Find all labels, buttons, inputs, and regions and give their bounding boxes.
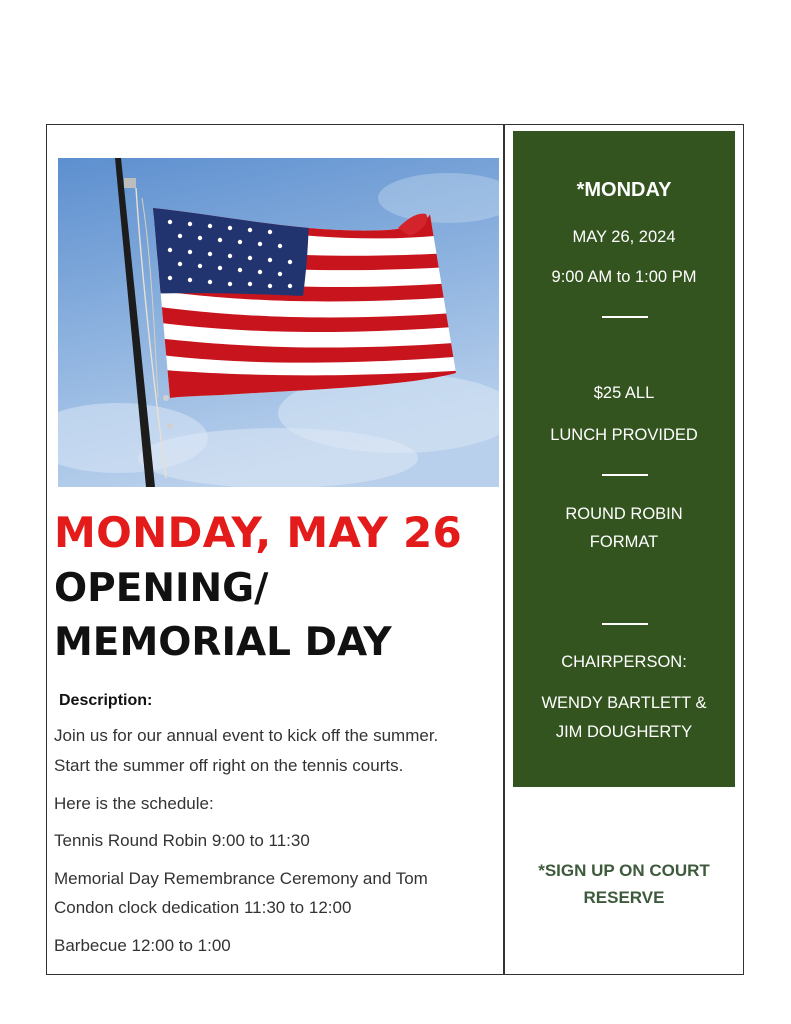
event-time: 9:00 AM to 1:00 PM (551, 268, 697, 286)
event-lunch: LUNCH PROVIDED (550, 426, 698, 444)
chairperson-line-1: WENDY BARTLETT & (541, 694, 707, 712)
signup-line-2: RESERVE (583, 888, 665, 907)
event-price: $25 ALL (593, 384, 655, 402)
chairperson-label: CHAIRPERSON: (561, 653, 687, 671)
headline-memorial-day: MEMORIAL DAY (54, 620, 392, 665)
divider-rule (602, 474, 648, 476)
event-day: *MONDAY (576, 179, 672, 201)
divider-rule (602, 316, 648, 318)
description-label: Description: (59, 692, 153, 709)
event-format-line-2: FORMAT (589, 533, 659, 551)
headline-date: MONDAY, MAY 26 (54, 508, 462, 557)
divider-rule (602, 623, 648, 625)
schedule-item-round-robin: Tennis Round Robin 9:00 to 11:30 (54, 831, 310, 850)
american-flag-photo (58, 158, 499, 487)
event-format-line-1: ROUND ROBIN (565, 505, 683, 523)
description-line-2: Start the summer off right on the tennis courts. (54, 756, 404, 775)
signup-note (513, 857, 735, 911)
description-line-1: Join us for our annual event to kick off the summer. (54, 726, 439, 745)
schedule-item-ceremony-line-1: Memorial Day Remembrance Ceremony and Tom (54, 869, 428, 888)
chairperson-line-2: JIM DOUGHERTY (555, 723, 693, 741)
schedule-item-ceremony-line-2: Condon clock dedication 11:30 to 12:00 (54, 898, 352, 917)
column-divider (503, 124, 505, 975)
signup-line-1: *SIGN UP ON COURT (538, 861, 710, 880)
schedule-item-barbecue: Barbecue 12:00 to 1:00 (54, 936, 231, 955)
headline-opening: OPENING/ (54, 566, 269, 611)
event-date: MAY 26, 2024 (572, 228, 676, 246)
schedule-intro: Here is the schedule: (54, 794, 214, 813)
event-details-panel (513, 131, 735, 787)
